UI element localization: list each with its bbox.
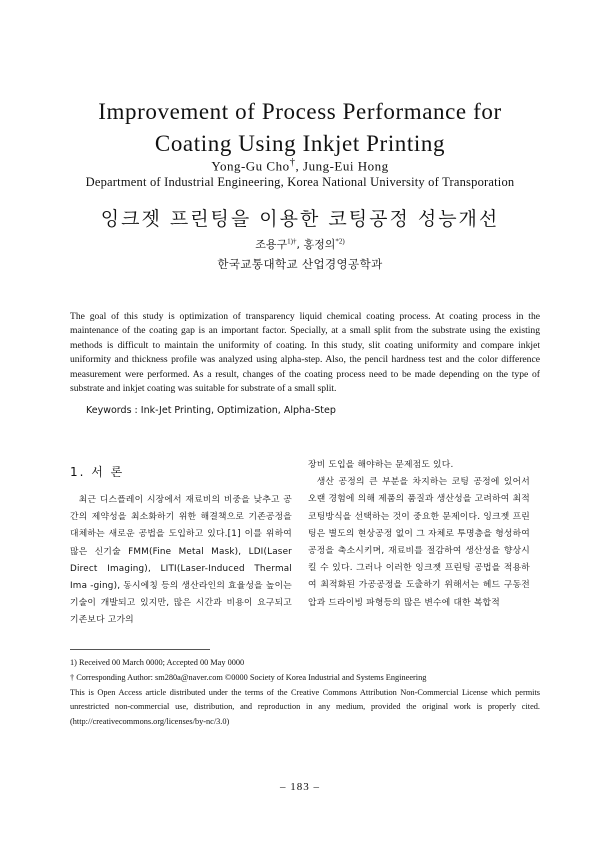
author-1-mark: 1)† <box>287 237 297 246</box>
intro-paragraph-1-continued: 장비 도입을 해야하는 문제점도 있다. <box>308 460 454 470</box>
paper-title-line-1: Improvement of Process Performance for <box>98 99 502 124</box>
author-2-name-korean: , 홍정의 <box>296 238 336 251</box>
footnote-license: This is Open Access article distributed under the terms of the Creative Commons Attribution Non-Commercial License which permits unrestricted non-commercial use, distribution, and reproduction in any medium, provided the original work is properly cited. (http://creativecommons.org/licenses/by-nc/3.0) <box>70 687 540 727</box>
body-column-right <box>308 457 530 612</box>
authors-korean <box>40 236 560 252</box>
corresponding-author-mark: † <box>289 156 296 168</box>
footnote-received: 1) Received 00 March 0000; Accepted 00 May 0000 <box>70 658 245 667</box>
page-number: – 183 – <box>280 781 320 793</box>
paper-title-korean: 잉크젯 프린팅을 이용한 코팅공정 성능개선 <box>100 208 500 230</box>
authors-english <box>40 156 560 174</box>
author-1-name: Yong-Gu Cho <box>211 158 290 174</box>
author-2-name: , Jung-Eui Hong <box>295 158 389 174</box>
keywords: Keywords : Ink-Jet Printing, Optimization, Alpha-Step <box>86 405 336 416</box>
affiliation-korean: 한국교통대학교 산업경영공학과 <box>217 257 383 271</box>
author-2-mark: *2) <box>335 237 345 246</box>
affiliation-english: Department of Industrial Engineering, Korea National University of Transporation <box>85 175 515 189</box>
intro-paragraph-2: 생산 공정의 큰 부분을 차지하는 코팅 공정에 있어서 오랜 경험에 의해 제품의 품질과 생산성을 고려하여 최적 코팅방식을 선택하는 것이 중요한 문제이다. 잉크젯 프린팅은 별도의 현상공정 없이 그 자체로 투명층을 형성하여 공정을 축소시키며, 재료비를 절감하여 생산성을 향상시킬 수 있다. 그러나 이러한 잉크젯 프린팅 공법을 적용하여 최적화된 가공공정을 도출하기 위해서는 헤드 구동전압과 드라이빙 파형등의 많은 변수에 대한 복합적 <box>308 477 530 608</box>
footnotes <box>70 656 540 730</box>
body-column-left <box>70 492 292 630</box>
paper-title-line-2: Coating Using Inkjet Printing <box>154 131 446 156</box>
abstract: The goal of this study is optimization of transparency liquid chemical coating process. At coating process in the maintenance of the coating gap is an important factor. Specially, at a small split from the substrate using the existing methods is difficult to maintain the uniformity of coating. In this study, slit coating uniformity and compare inkjet uniformity and thickness profile was analyzed using alpha-step. Also, the pencil hardness test and the color difference measurement were performed. As a result, changes of the coating process need to be made depending on the type of substrate and inkjet coating was suitable for substrate of a small split. <box>70 311 540 395</box>
section-heading-introduction: 1. 서 론 <box>70 465 125 479</box>
footnote-divider <box>70 649 210 650</box>
intro-paragraph-1: 최근 디스플레이 시장에서 재료비의 비중을 낮추고 공간의 제약성을 최소화하기 위한 해결책으로 기존공정을 대체하는 새로운 공법을 도입하고 있다.[1] 이를 위하여 많은 신기술 FMM(Fine Metal Mask), LDI(Laser Direct Imaging), LITI(Laser-Induced Thermal Ima -ging), 동시에칭 등의 생산라인의 효율성을 높이는 기술이 개발되고 있지만, 많은 시간과 비용이 요구되고 기존보다 고가의 <box>70 495 292 626</box>
footnote-corresponding: † Corresponding Author: sm280a@naver.com ©0000 Society of Korea Industrial and Systems Engineering <box>70 672 427 682</box>
author-1-name-korean: 조용구 <box>255 238 288 251</box>
